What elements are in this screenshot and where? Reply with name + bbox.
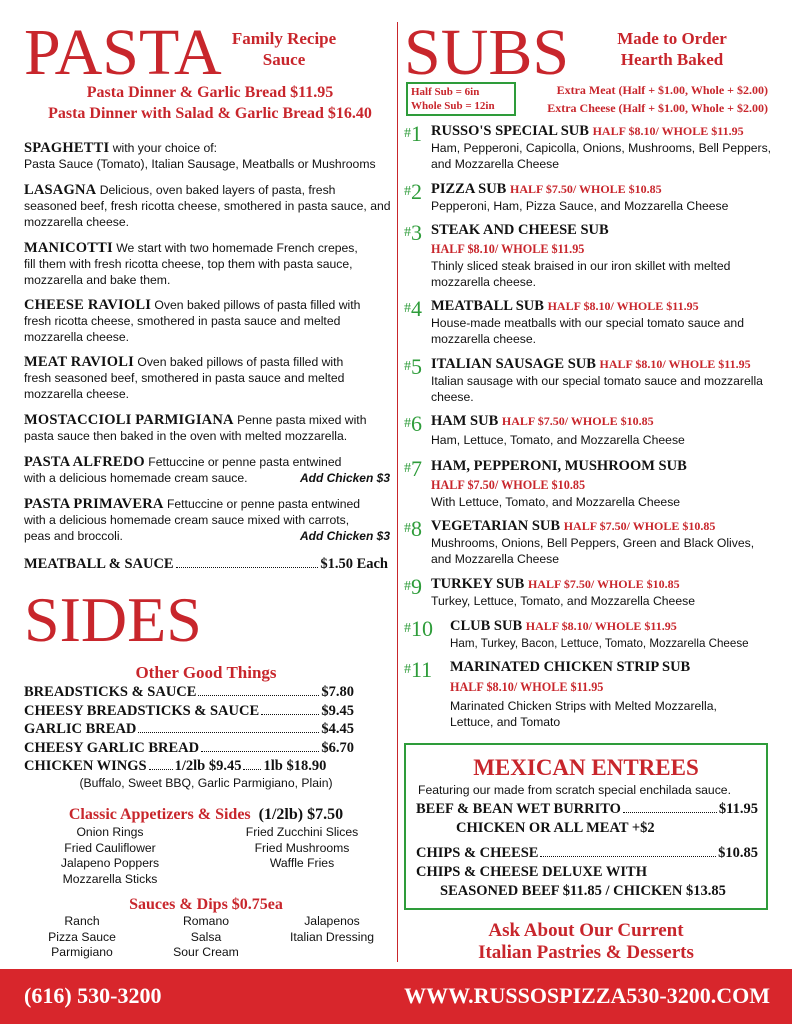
list-item: Italian Dressing [290, 929, 374, 944]
dot-leader [261, 714, 319, 715]
pasta-dinner-garlic-price: Pasta Dinner & Garlic Bread $11.95 [86, 84, 334, 101]
list-item: Romano [182, 914, 230, 928]
item-name: MEAT RAVIOLI [24, 354, 134, 370]
item-price: $11.95 [718, 801, 758, 817]
appetizers-heading [24, 806, 388, 824]
sub-item-9 [404, 576, 774, 612]
chips-deluxe [416, 863, 726, 901]
item-name: PIZZA SUB [431, 181, 507, 197]
list-item: Onion Rings [76, 825, 144, 839]
phone-number: (616) 530-3200 [24, 983, 162, 1008]
chicken-wings-row [24, 757, 354, 776]
sub-item-11 [404, 659, 774, 731]
item-number: #3 [404, 220, 422, 245]
menu-item-pasta-alfredo [24, 454, 396, 486]
item-desc: Ham, Pepperoni, Capicolla, Onions, Mushrooms, Bell Peppers, and Mozzarella Cheese [431, 141, 772, 171]
dot-leader [176, 567, 319, 568]
item-desc: with a delicious homemade cream sauce. [24, 471, 248, 485]
list-item: Salsa [190, 929, 222, 944]
list-item: Parmigiano [51, 945, 113, 960]
item-price: 1/2lb $9.45 [174, 758, 242, 775]
item-name: BEEF & BEAN WET BURRITO [416, 801, 621, 817]
list-item [24, 739, 354, 758]
extra-cheese-price: Extra Cheese (Half + $1.00, Whole + $2.00) [547, 101, 768, 115]
sub-item-3 [404, 222, 774, 288]
item-name: ITALIAN SAUSAGE SUB [431, 356, 596, 372]
sub-item-10 [404, 618, 774, 654]
menu-item-spaghetti [24, 140, 396, 172]
mexican-intro: Featuring our made from scratch special enchilada sauce. [418, 783, 731, 797]
item-desc: Mushrooms, Onions, Bell Peppers, Green and Black Olives, and Mozzarella Cheese [431, 536, 755, 566]
item-desc: Oven baked pillows of pasta filled with [151, 298, 361, 312]
sub-item-2 [404, 181, 774, 217]
item-name: LASAGNA [24, 182, 97, 198]
dot-leader [149, 769, 173, 770]
item-number-value: 4 [411, 296, 422, 321]
dot-leader [138, 732, 319, 733]
item-name: TURKEY SUB [431, 576, 525, 592]
subs-tagline-line1: Made to Order [617, 29, 727, 48]
footer-bar [0, 969, 792, 1024]
item-name: CHICKEN WINGS [24, 758, 147, 775]
sub-item-8 [404, 518, 774, 568]
pasta-title: PASTA [24, 16, 222, 89]
item-price: 1lb $18.90 [263, 758, 327, 775]
item-name: GARLIC BREAD [24, 721, 137, 738]
item-desc: We start with two homemade French crepes, [112, 241, 358, 255]
sauces-col2 [156, 914, 256, 961]
list-item: Sour Cream [173, 945, 239, 960]
item-name: MOSTACCIOLI PARMIGIANA [24, 412, 234, 428]
item-price: HALF $8.10/ WHOLE $11.95 [599, 357, 751, 371]
item-desc: seasoned beef, fresh ricotta cheese, smothered in pasta sauce, and mozzarella cheese. [24, 199, 391, 229]
item-name: PASTA ALFREDO [24, 454, 145, 470]
menu-item-cheese-ravioli [24, 297, 396, 345]
item-name: RUSSO'S SPECIAL SUB [431, 123, 589, 139]
wing-flavors: (Buffalo, Sweet BBQ, Garlic Parmigiano, Plain) [79, 776, 333, 790]
item-desc: Delicious, oven baked layers of pasta, fresh [96, 183, 336, 197]
item-number: #5 [404, 354, 422, 379]
list-item: Jalapeno Poppers [60, 856, 160, 871]
item-name: CHIPS & CHEESE [416, 845, 539, 861]
item-price: HALF $7.50/ WHOLE $10.85 [509, 182, 662, 196]
item-desc: peas and broccoli. [24, 529, 123, 543]
pasta-tagline-line1: Family Recipe [231, 29, 337, 48]
dot-leader [198, 695, 319, 696]
list-item: Fried Cauliflower [64, 840, 156, 855]
website-link[interactable]: WWW.RUSSOSPIZZA530-3200.COM [404, 983, 770, 1008]
item-price: $10.85 [718, 845, 758, 861]
pasta-tagline-line2: Sauce [262, 50, 306, 69]
meatball-sauce-row [24, 555, 388, 574]
item-number-value: 2 [411, 179, 422, 204]
item-name: CHIPS & CHEESE DELUXE WITH [416, 864, 647, 880]
item-desc: Pasta Sauce (Tomato), Italian Sausage, Meatballs or Mushrooms [24, 157, 376, 171]
item-price: HALF $7.50/ WHOLE $10.85 [501, 414, 654, 428]
sub-item-7 [404, 458, 774, 512]
item-desc: with your choice of: [109, 141, 218, 155]
column-divider [397, 22, 398, 962]
item-price: HALF $8.10/ WHOLE $11.95 [450, 680, 604, 694]
dot-leader [201, 751, 319, 752]
item-desc: Ham, Lettuce, Tomato, and Mozzarella Cheese [431, 433, 685, 447]
item-number-value: 10 [411, 616, 433, 641]
item-price: SEASONED BEEF $11.85 / CHICKEN $13.85 [440, 883, 726, 899]
item-number: #4 [404, 296, 422, 321]
item-desc: Fettuccine or penne pasta entwined [144, 455, 342, 469]
item-desc: Fettuccine or penne pasta entwined [163, 497, 361, 511]
item-desc: House-made meatballs with our special tomato sauce and mozzarella cheese. [431, 316, 744, 346]
ask-about-desserts [404, 920, 768, 964]
burrito-row [416, 800, 758, 819]
item-price: HALF $7.50/ WHOLE $10.85 [527, 577, 680, 591]
other-good-things-title: Other Good Things [135, 663, 277, 682]
dot-leader [540, 856, 716, 857]
sub-item-6 [404, 413, 774, 453]
item-name: MEATBALL & SAUCE [24, 556, 174, 572]
menu-item-meat-ravioli [24, 354, 396, 402]
item-number: #9 [404, 574, 422, 599]
item-number: #6 [404, 411, 422, 436]
item-price: HALF $8.10/ WHOLE $11.95 [592, 124, 744, 138]
pasta-dinner-salad-price: Pasta Dinner with Salad & Garlic Bread $16.40 [48, 105, 372, 122]
pasta-tagline [228, 28, 340, 70]
menu-item-mostaccioli [24, 412, 396, 444]
item-desc: Marinated Chicken Strips with Melted Mozzarella, Lettuce, and Tomato [450, 699, 717, 729]
sub-item-5 [404, 356, 774, 406]
item-price: HALF $8.10/ WHOLE $11.95 [547, 299, 699, 313]
appetizers-price: (1/2lb) $7.50 [258, 806, 344, 823]
list-item [24, 702, 354, 721]
item-number: #8 [404, 516, 422, 541]
item-desc: Italian sausage with our special tomato sauce and mozzarella cheese. [431, 374, 763, 404]
list-item: Waffle Fries [269, 856, 335, 871]
appetizers-title: Classic Appetizers & Sides [68, 806, 251, 823]
burrito-option: CHICKEN OR ALL MEAT +$2 [456, 820, 655, 836]
item-name: CHEESY BREADSTICKS & SAUCE [24, 702, 260, 719]
item-price: HALF $8.10/ WHOLE $11.95 [431, 242, 585, 256]
menu-item-pasta-primavera [24, 496, 396, 544]
list-item: Pizza Sauce [48, 929, 116, 944]
item-desc: Pepperoni, Ham, Pizza Sauce, and Mozzarella Cheese [431, 199, 729, 213]
item-number: #10 [404, 616, 433, 641]
item-name: STEAK AND CHEESE SUB [431, 222, 609, 238]
item-name: VEGETARIAN SUB [431, 518, 561, 534]
item-desc: fill them with fresh ricotta cheese, top them with pasta sauce, mozzarella and bake them. [24, 257, 353, 287]
subs-tagline [600, 28, 744, 70]
item-desc: Ham, Turkey, Bacon, Lettuce, Tomato, Mozzarella Cheese [450, 637, 749, 650]
list-item [24, 720, 354, 739]
list-item: Jalapenos [304, 914, 360, 928]
sub-item-4 [404, 298, 774, 348]
item-number: #2 [404, 179, 422, 204]
sauces-col1 [30, 914, 134, 961]
item-name: MANICOTTI [24, 240, 113, 256]
item-price: $6.70 [321, 739, 354, 756]
half-sub-size: Half Sub = 6in [411, 86, 480, 98]
item-name: CHEESE RAVIOLI [24, 297, 152, 313]
sub-extras [516, 81, 768, 117]
sub-size-box [406, 82, 516, 116]
menu-item-manicotti [24, 240, 396, 288]
list-item [24, 683, 354, 702]
list-item: Fried Zucchini Slices [245, 825, 359, 839]
whole-sub-size: Whole Sub = 12in [411, 100, 495, 112]
ask-line2: Italian Pastries & Desserts [478, 942, 694, 963]
item-number-value: 5 [411, 354, 422, 379]
subs-tagline-line2: Hearth Baked [620, 50, 724, 69]
item-name: CHEESY GARLIC BREAD [24, 739, 200, 756]
appetizers-left-list [40, 825, 180, 887]
item-name: PASTA PRIMAVERA [24, 496, 164, 512]
item-price: $4.45 [321, 721, 354, 738]
item-price: HALF $8.10/ WHOLE $11.95 [525, 619, 677, 633]
item-name: HAM SUB [431, 413, 499, 429]
dot-leader [243, 769, 261, 770]
item-desc: fresh seasoned beef, smothered in pasta sauce and melted mozzarella cheese. [24, 371, 345, 401]
subs-title: SUBS [404, 16, 570, 89]
item-desc: with a delicious homemade cream sauce mixed with carrots, [24, 513, 350, 527]
ask-line1: Ask About Our Current [488, 920, 684, 941]
item-desc: Penne pasta mixed with [233, 413, 367, 427]
item-name: HAM, PEPPERONI, MUSHROOM SUB [431, 458, 687, 474]
mexican-entrees-box [404, 743, 768, 910]
item-number-value: 1 [411, 121, 422, 146]
item-name: CLUB SUB [450, 618, 523, 634]
item-price: HALF $7.50/ WHOLE $10.85 [563, 519, 716, 533]
item-number-value: 6 [411, 411, 422, 436]
item-number: #7 [404, 456, 422, 481]
item-name: MEATBALL SUB [431, 298, 544, 314]
menu-item-lasagna [24, 182, 396, 230]
item-number-value: 9 [411, 574, 422, 599]
extra-meat-price: Extra Meat (Half + $1.00, Whole + $2.00) [556, 83, 768, 97]
item-number-value: 7 [411, 456, 422, 481]
item-price: $7.80 [321, 684, 354, 700]
mexican-title: MEXICAN ENTREES [473, 755, 699, 780]
list-item: Ranch [64, 914, 100, 928]
sauces-title: Sauces & Dips $0.75ea [129, 896, 283, 913]
item-number-value: 3 [411, 220, 422, 245]
item-desc: With Lettuce, Tomato, and Mozzarella Cheese [431, 495, 681, 509]
item-number: #11 [404, 657, 433, 682]
add-chicken-price: Add Chicken $3 [299, 471, 390, 485]
item-desc: Oven baked pillows of pasta filled with [133, 355, 344, 369]
item-desc: Thinly sliced steak braised in our iron skillet with melted mozzarella cheese. [431, 259, 731, 289]
item-name: MARINATED CHICKEN STRIP SUB [450, 659, 691, 675]
list-item: Mozzarella Sticks [62, 871, 158, 886]
sauces-col3 [276, 914, 388, 945]
item-number-value: 8 [411, 516, 422, 541]
chips-cheese-row [416, 844, 758, 863]
item-number-value: 11 [411, 657, 433, 682]
other-good-things-list [24, 683, 354, 776]
item-number: #1 [404, 121, 422, 146]
sub-item-1 [404, 123, 774, 173]
item-desc: fresh ricotta cheese, smothered in pasta sauce and melted mozzarella cheese. [24, 314, 341, 344]
item-name: BREADSTICKS & SAUCE [24, 684, 197, 700]
list-item: Fried Mushrooms [254, 840, 350, 855]
add-chicken-price: Add Chicken $3 [299, 529, 390, 543]
dot-leader [623, 812, 717, 813]
appetizers-right-list [222, 825, 382, 872]
item-price: $9.45 [321, 702, 354, 719]
item-price: $1.50 Each [320, 556, 388, 572]
item-desc: pasta sauce then baked in the oven with melted mozzarella. [24, 429, 348, 443]
item-desc: Turkey, Lettuce, Tomato, and Mozzarella Cheese [431, 594, 695, 608]
item-price: HALF $7.50/ WHOLE $10.85 [431, 478, 586, 492]
item-name: SPAGHETTI [24, 140, 110, 156]
sides-title: SIDES [24, 584, 202, 655]
